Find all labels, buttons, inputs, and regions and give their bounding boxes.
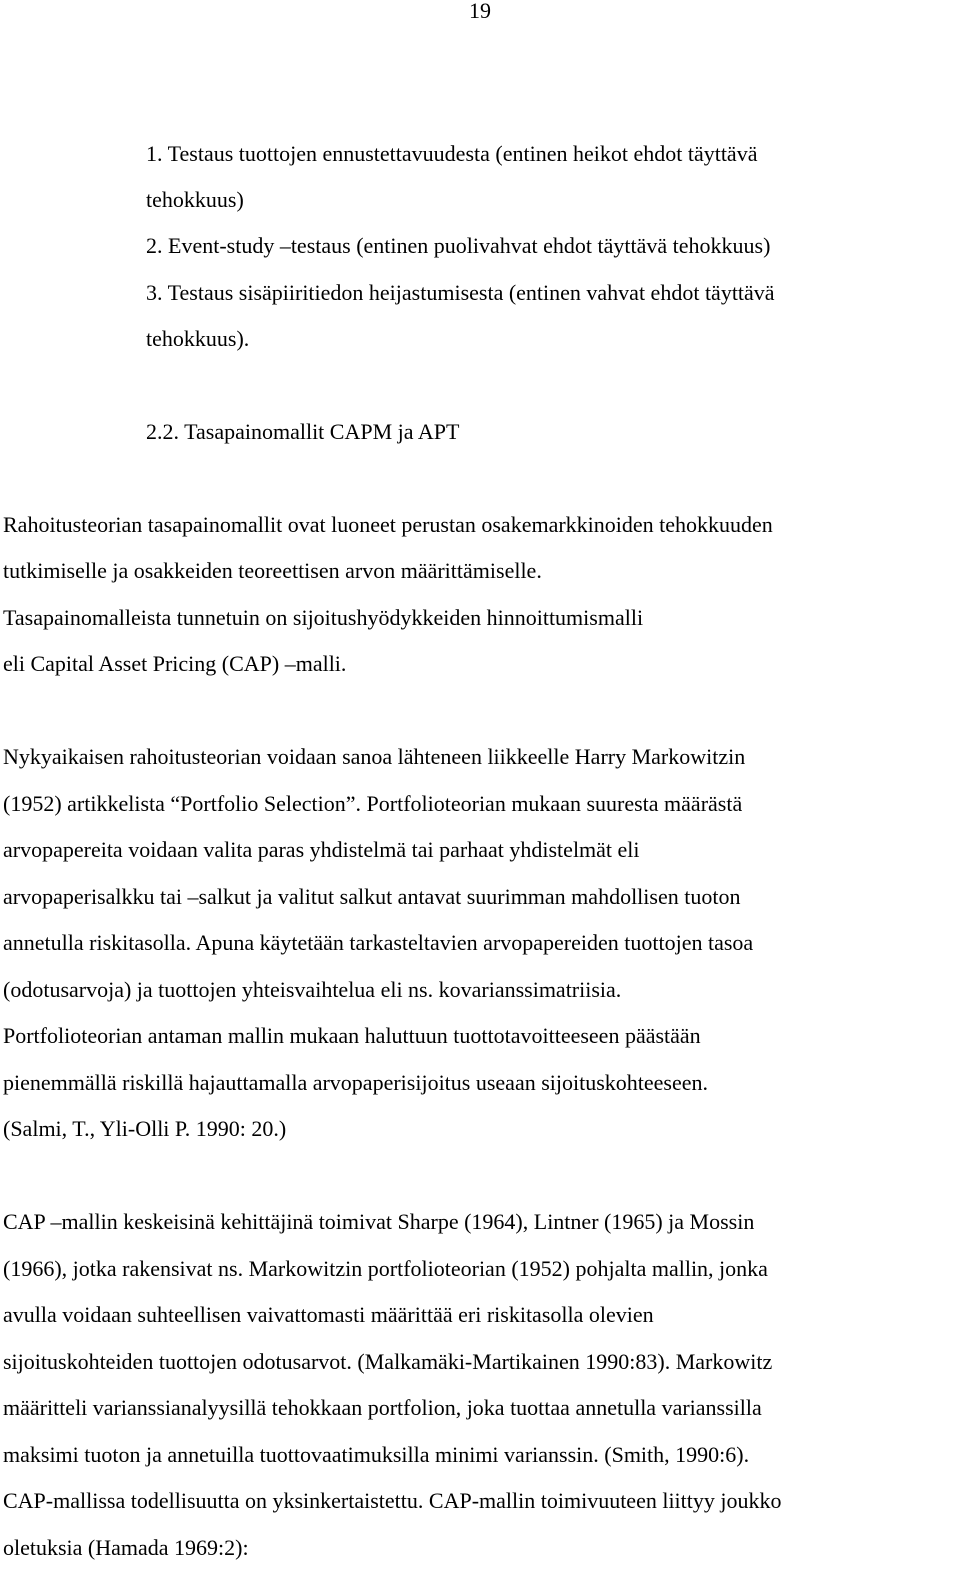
paragraph-3-line: sijoituskohteiden tuottojen odotusarvot. (Malkamäki-Martikainen 1990:83). Markowitz [3,1349,773,1374]
paragraph-2-line: arvopaperisalkku tai –salkut ja valitut salkut antavat suurimman mahdollisen tuoton [3,884,741,909]
paragraph-2-line: Nykyaikaisen rahoitusteorian voidaan sanoa lähteneen liikkeelle Harry Markowitzin [3,744,746,769]
paragraph-2-line: annetulla riskitasolla. Apuna käytetään tarkasteltavien arvopapereiden tuottojen tasoa [3,930,754,955]
paragraph-1-line: eli Capital Asset Pricing (CAP) –malli. [3,651,347,676]
paragraph-1-line: tutkimiselle ja osakkeiden teoreettisen arvon määrittämiselle. [3,558,542,583]
list-item-3-line-1: 3. Testaus sisäpiiritiedon heijastumisesta (entinen vahvat ehdot täyttävä [146,280,775,305]
paragraph-3-line: (1966), jotka rakensivat ns. Markowitzin portfolioteorian (1952) pohjalta mallin, jonka [3,1256,768,1281]
paragraph-2-line: (odotusarvoja) ja tuottojen yhteisvaihtelua eli ns. kovarianssimatriisia. [3,977,622,1002]
paragraph-2-line: Portfolioteorian antaman mallin mukaan haluttuun tuottotavoitteeseen päästään [3,1023,701,1048]
list-item-1-line-2: tehokkuus) [146,187,244,212]
paragraph-1-line: Tasapainomalleista tunnetuin on sijoitushyödykkeiden hinnoittumismalli [3,605,644,630]
paragraph-3-line: CAP-mallissa todellisuutta on yksinkertaistettu. CAP-mallin toimivuuteen liittyy joukko [3,1488,782,1513]
paragraph-2-line: (1952) artikkelista “Portfolio Selection”. Portfolioteorian mukaan suuresta määrästä [3,791,743,816]
paragraph-2-line: (Salmi, T., Yli-Olli P. 1990: 20.) [3,1116,287,1141]
paragraph-3-line: CAP –mallin keskeisinä kehittäjinä toimivat Sharpe (1964), Lintner (1965) ja Mossin [3,1209,755,1234]
paragraph-2-line: arvopapereita voidaan valita paras yhdistelmä tai parhaat yhdistelmät eli [3,837,640,862]
paragraph-3-line: oletuksia (Hamada 1969:2): [3,1535,249,1560]
paragraph-2-line: pienemmällä riskillä hajauttamalla arvopaperisijoitus useaan sijoituskohteeseen. [3,1070,709,1095]
list-item-2-line-1: 2. Event-study –testaus (entinen puolivahvat ehdot täyttävä tehokkuus) [146,233,771,258]
paragraph-3-line: määritteli varianssianalyysillä tehokkaan portfolion, joka tuottaa annetulla varianssilla [3,1395,762,1420]
list-item-1-line-1: 1. Testaus tuottojen ennustettavuudesta (entinen heikot ehdot täyttävä [146,141,758,166]
section-heading: 2.2. Tasapainomallit CAPM ja APT [146,419,460,444]
paragraph-1-line: Rahoitusteorian tasapainomallit ovat luoneet perustan osakemarkkinoiden tehokkuuden [3,512,773,537]
list-item-3-line-2: tehokkuus). [146,326,250,351]
page-number: 19 [469,0,491,23]
paragraph-3-line: maksimi tuoton ja annetuilla tuottovaatimuksilla minimi varianssin. (Smith, 1990:6). [3,1442,750,1467]
paragraph-3-line: avulla voidaan suhteellisen vaivattomasti määrittää eri riskitasolla olevien [3,1302,654,1327]
